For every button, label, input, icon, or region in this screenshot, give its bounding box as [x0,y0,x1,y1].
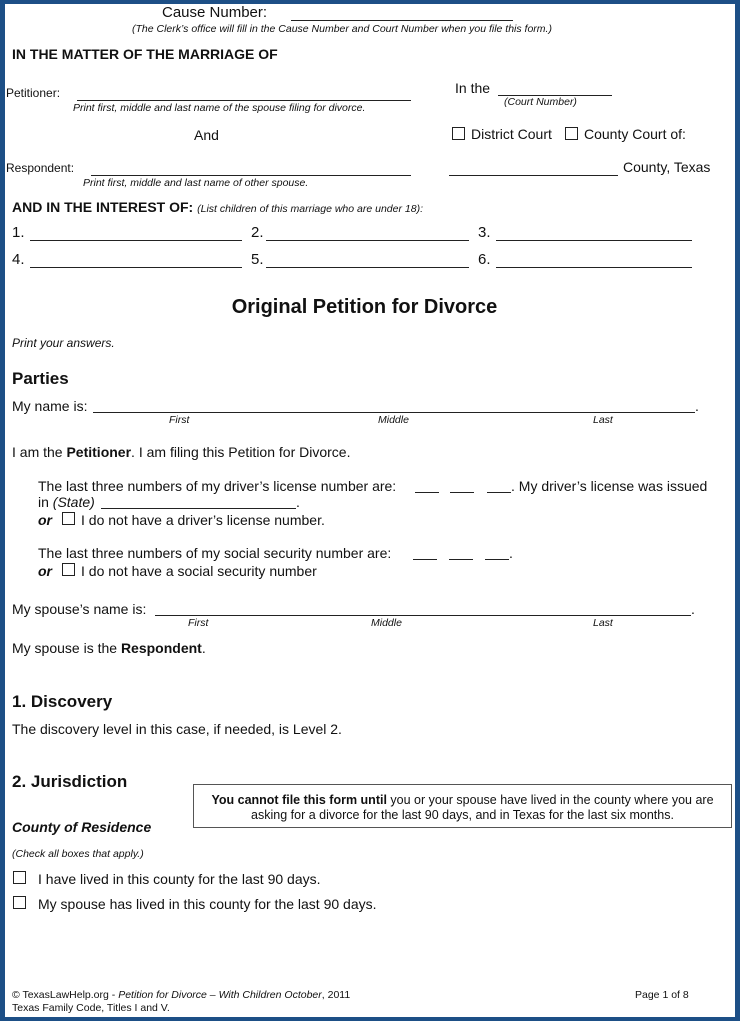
spouse-name-label: My spouse’s name is: [12,601,147,617]
child-number-4: 4. [12,251,25,268]
in-the-label: In the [455,80,491,96]
petitioner-statement-bold: Petitioner [66,444,132,460]
clerk-note: (The Clerk’s office will fill in the Cause Number and Court Number when you file this form.) [132,23,552,35]
ssn-digit-2[interactable] [449,559,473,560]
county-texas-label: County, Texas [623,159,711,175]
dl-digit-2[interactable] [450,492,474,493]
footer-page-number: Page 1 of 8 [635,989,689,1001]
dl-in-text: in [38,494,49,510]
lived-90-days-label: I have lived in this county for the last 90 days. [38,871,321,887]
footer-year: , 2011 [321,989,351,1001]
respondent-statement: My spouse is the Respondent. [12,640,206,656]
my-name-label: My name is: [12,398,88,414]
petitioner-label: Petitioner: [6,86,61,100]
residency-notice-bold: You cannot file this form until [211,793,387,807]
dl-state-period: . [296,494,300,510]
or-label-1: or [38,512,52,528]
dl-digit-3[interactable] [487,492,511,493]
petitioner-name-field[interactable] [77,100,411,101]
lived-90-days-checkbox[interactable] [13,871,26,884]
child-number-6: 6. [478,251,491,268]
petitioner-statement-prefix: I am the [12,444,67,460]
child-number-5: 5. [251,251,264,268]
county-residence-heading: County of Residence [12,819,152,835]
jurisdiction-heading: 2. Jurisdiction [12,772,128,791]
ssn-text: The last three numbers of my social security number are: [38,545,392,561]
respondent-hint: Print first, middle and last name of other spouse. [83,177,309,189]
ssn-digit-3[interactable] [485,559,509,560]
my-name-middle-hint: Middle [378,414,409,426]
respondent-label: Respondent: [6,161,75,175]
document-page [5,4,735,1017]
respondent-statement-bold: Respondent [120,640,202,656]
child-name-field-1[interactable] [30,240,242,241]
child-number-3: 3. [478,224,491,241]
children-note: (List children of this marriage who are under 18): [197,203,423,215]
page-title: Original Petition for Divorce [231,296,498,318]
discovery-heading: 1. Discovery [12,692,113,711]
dl-issued-text: . My driver’s license was issued [511,478,708,494]
residency-notice-box [193,784,732,828]
no-dl-checkbox[interactable] [62,512,75,525]
district-court-label: District Court [471,126,552,142]
child-name-field-2[interactable] [266,240,469,241]
discovery-text: The discovery level in this case, if needed, is Level 2. [12,721,342,737]
respondent-statement-prefix: My spouse is the [12,640,121,656]
my-name-field[interactable] [93,412,695,413]
county-name-field[interactable] [449,175,618,176]
county-court-checkbox[interactable] [565,127,578,140]
dl-state-row [38,494,95,510]
county-court-label: County Court of: [584,126,686,142]
parties-heading: Parties [12,369,69,388]
dl-text: The last three numbers of my driver’s license number are: [38,478,397,494]
footer-doc-title: Petition for Divorce – With Children October [118,989,322,1001]
spouse-middle-hint: Middle [371,617,402,629]
child-number-2: 2. [251,224,264,241]
footer-copyright [12,989,350,1001]
children-heading: AND IN THE INTEREST OF: [12,199,194,215]
and-label: And [194,127,219,143]
or-label-2: or [38,563,52,579]
print-answers-note: Print your answers. [12,336,115,350]
spouse-name-field[interactable] [155,615,691,616]
no-ssn-label: I do not have a social security number [81,563,317,579]
cause-number-label: Cause Number: [162,4,268,21]
court-number-hint: (Court Number) [504,96,577,108]
child-name-field-5[interactable] [266,267,469,268]
dl-state-hint: (State) [52,494,95,510]
child-number-1: 1. [12,224,25,241]
ssn-digit-1[interactable] [413,559,437,560]
petitioner-statement [12,444,350,460]
spouse-name-period: . [691,601,695,617]
my-name-period: . [695,398,699,414]
spouse-lived-90-days-checkbox[interactable] [13,896,26,909]
matter-title: IN THE MATTER OF THE MARRIAGE OF [12,46,278,62]
spouse-first-hint: First [188,617,209,629]
children-heading-row [12,199,423,215]
ssn-period: . [509,545,513,561]
no-dl-label: I do not have a driver’s license number. [81,512,325,528]
petitioner-hint: Print first, middle and last name of the spouse filing for divorce. [73,102,366,114]
spouse-last-hint: Last [593,617,613,629]
child-name-field-4[interactable] [30,267,242,268]
district-court-checkbox[interactable] [452,127,465,140]
check-all-note: (Check all boxes that apply.) [12,848,144,860]
child-name-field-6[interactable] [496,267,692,268]
footer-copyright-site: © TexasLawHelp.org - [12,989,119,1001]
my-name-last-hint: Last [593,414,613,426]
child-name-field-3[interactable] [496,240,692,241]
residency-notice-text: you or your spouse have lived in the county where you are asking for a divorce for the last 90 days, and in Texas for the last six months. [251,793,714,822]
dl-state-field[interactable] [101,508,296,509]
dl-digit-1[interactable] [415,492,439,493]
no-ssn-checkbox[interactable] [62,563,75,576]
respondent-name-field[interactable] [91,175,411,176]
my-name-first-hint: First [169,414,190,426]
footer-code: Texas Family Code, Titles I and V. [12,1002,170,1014]
spouse-lived-90-days-label: My spouse has lived in this county for the last 90 days. [38,896,377,912]
cause-number-field[interactable] [291,20,513,21]
petitioner-statement-suffix: . I am filing this Petition for Divorce. [131,444,351,460]
